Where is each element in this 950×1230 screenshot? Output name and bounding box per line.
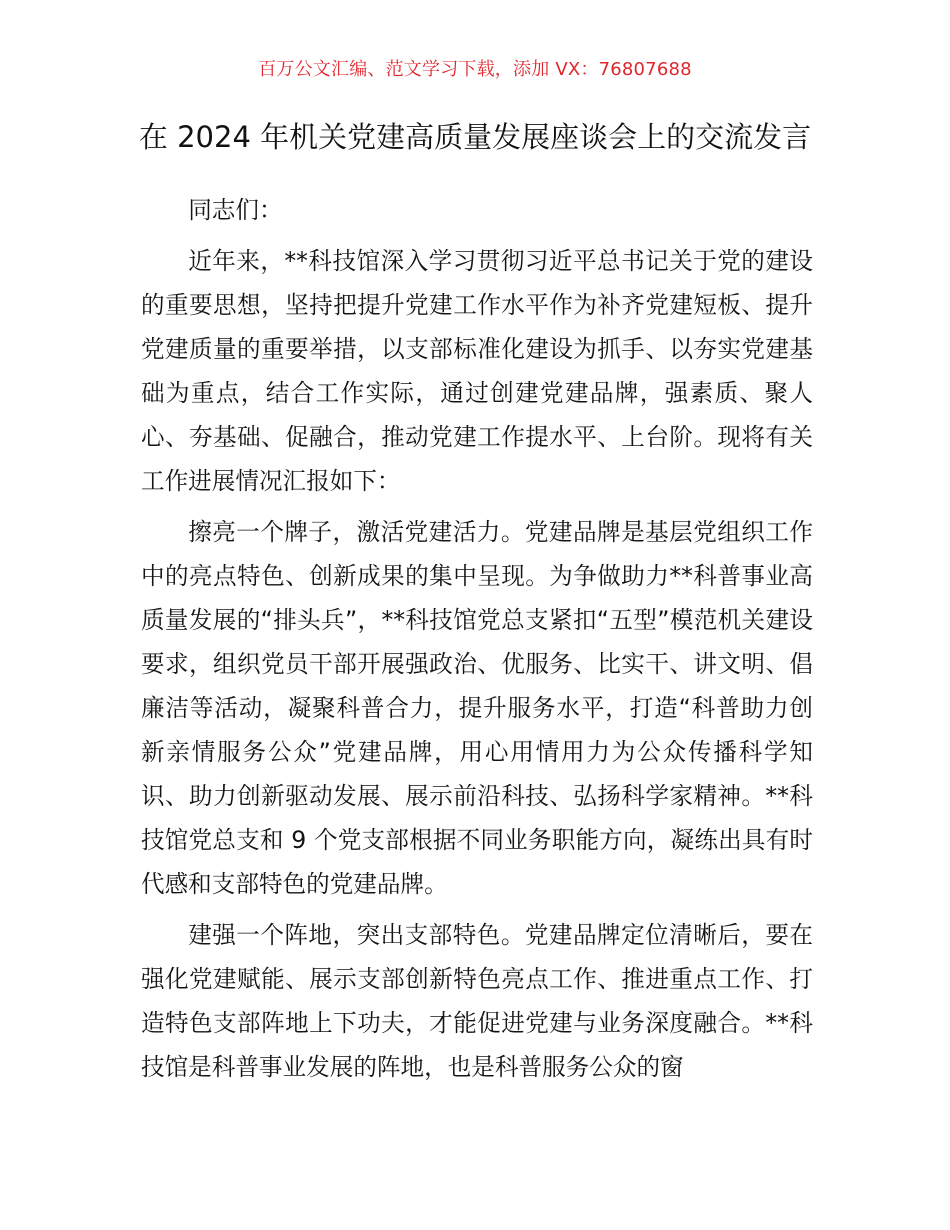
paragraph-brand: 擦亮一个牌子，激活党建活力。党建品牌是基层党组织工作中的亮点特色、创新成果的集中呈现。为争做助力**科普事业高质量发展的“排头兵”，**科技馆党总支紧扣“五型”模范机关建设要求，组织党员干部开展强政治、优服务、比实干、讲文明、倡廉洁等活动，凝聚科普合力，提升服务水平，打造“科普助力创新亲情服务公众”党建品牌，用心用情用力为公众传播科学知识、助力创新驱动发展、展示前沿科技、弘扬科学家精神。**科技馆党总支和 9 个党支部根据不同业务职能方向，凝练出具有时代感和支部特色的党建品牌。 xyxy=(141,518,813,898)
salutation: 同志们： xyxy=(188,196,283,224)
header-watermark-note: 百万公文汇编、范文学习下载，添加 VX：76807688 xyxy=(258,59,692,80)
document-title: 在 2024 年机关党建高质量发展座谈会上的交流发言 xyxy=(138,120,812,154)
paragraph-position: 建强一个阵地，突出支部特色。党建品牌定位清晰后，要在强化党建赋能、展示支部创新特色亮点工作、推进重点工作、打造特色支部阵地上下功夫，才能促进党建与业务深度融合。**科技馆是科普事业发展的阵地，也是科普服务公众的窗 xyxy=(141,921,813,1081)
document-body xyxy=(141,188,813,1096)
paragraph-intro: 近年来，**科技馆深入学习贯彻习近平总书记关于党的建设的重要思想，坚持把提升党建工作水平作为补齐党建短板、提升党建质量的重要举措，以支部标准化建设为抓手、以夯实党建基础为重点，结合工作实际，通过创建党建品牌，强素质、聚人心、夯基础、促融合，推动党建工作提水平、上台阶。现将有关工作进展情况汇报如下： xyxy=(141,247,813,495)
